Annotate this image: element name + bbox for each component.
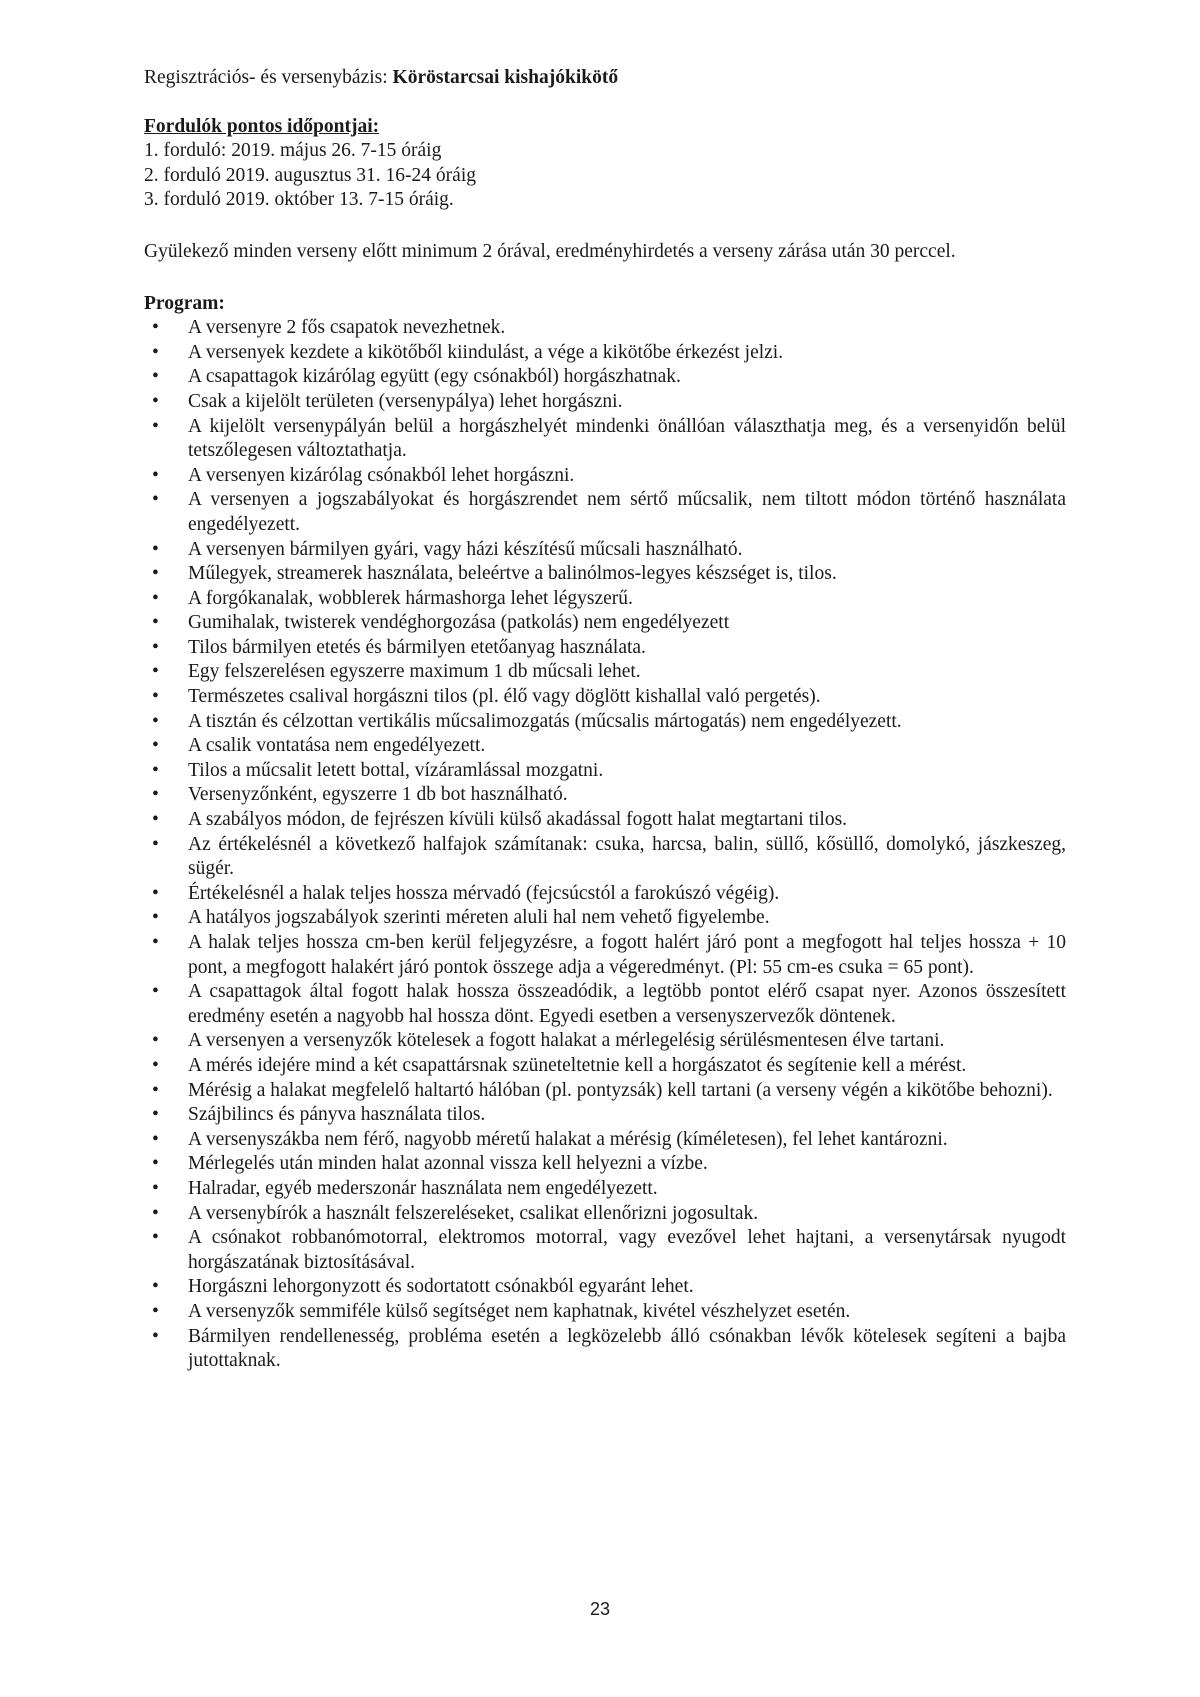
program-rule-item xyxy=(144,734,1066,759)
program-rule-item xyxy=(144,980,1066,1029)
rule-text: A tisztán és célzottan vertikális műcsalimozgatás (műcsalis mártogatás) nem engedélyezett. xyxy=(188,710,902,732)
rule-text: A versenyen a jogszabályokat és horgászrendet nem sértő műcsalik, nem tiltott módon történő használata engedélyezett. xyxy=(188,489,1066,535)
program-rule-item xyxy=(144,1177,1066,1202)
program-rule-item xyxy=(144,1226,1066,1275)
bullet-icon: • xyxy=(152,809,159,831)
bullet-icon: • xyxy=(152,932,159,953)
rounds-title: Fordulók pontos időpontjai: xyxy=(144,115,380,137)
program-rule-item xyxy=(144,316,1066,341)
rule-text: A csalik vontatása nem engedélyezett. xyxy=(188,735,486,757)
bullet-icon: • xyxy=(152,1153,159,1175)
bullet-icon: • xyxy=(152,1030,159,1052)
bullet-icon: • xyxy=(152,1054,159,1076)
rule-text: Versenyzőnként, egyszerre 1 db bot használható. xyxy=(188,784,568,806)
rule-text: Horgászni lehorgonyzott és sodortatott csónakból egyaránt lehet. xyxy=(188,1276,694,1298)
bullet-icon: • xyxy=(152,686,159,708)
program-rule-item xyxy=(144,1300,1066,1325)
bullet-icon: • xyxy=(152,661,159,683)
rule-text: Szájbilincs és pányva használata tilos. xyxy=(188,1104,486,1126)
rule-text: A szabályos módon, de fejrészen kívüli külső akadással fogott halat megtartani tilos. xyxy=(188,809,848,831)
program-rule-item xyxy=(144,882,1066,907)
program-rule-item xyxy=(144,906,1066,931)
bullet-icon: • xyxy=(152,464,159,486)
program-rule-item xyxy=(144,1079,1066,1104)
bullet-icon: • xyxy=(152,1276,159,1298)
rule-text: A versenyre 2 fős csapatok nevezhetnek. xyxy=(188,317,506,339)
program-rule-item xyxy=(144,1202,1066,1227)
program-rule-item xyxy=(144,464,1066,489)
bullet-icon: • xyxy=(152,759,159,781)
rule-text: Gumihalak, twisterek vendéghorgozása (patkolás) nem engedélyezett xyxy=(188,612,730,634)
program-rule-item xyxy=(144,341,1066,366)
program-title: Program: xyxy=(144,292,225,314)
program-rules-list xyxy=(144,316,1066,1374)
rule-text: Bármilyen rendellenesség, probléma esetén a legközelebb álló csónakban lévők kötelesek segíteni a bajba jutottaknak. xyxy=(188,1325,1066,1372)
bullet-icon: • xyxy=(152,538,159,560)
bullet-icon: • xyxy=(152,563,159,585)
program-rule-item xyxy=(144,1152,1066,1177)
rule-text: Mérlegelés után minden halat azonnal vissza kell helyezni a vízbe. xyxy=(188,1153,708,1175)
rule-text: A csapattagok által fogott halak hossza összeadódik, a legtöbb pontot elérő csapat nyer. Azonos összesített eredmény esetén a nagyobb hal hossza dönt. Egyedi esetben a versenyszervezők döntenek. xyxy=(188,981,1066,1027)
rule-text: Az értékelésnél a következő halfajok számítanak: csuka, harcsa, balin, süllő, kősüllő, domolykó, jászkeszeg, sügér. xyxy=(188,833,1066,880)
program-rule-item xyxy=(144,660,1066,685)
document-body xyxy=(144,66,1066,1374)
program-rule-item xyxy=(144,538,1066,563)
program-rule-item xyxy=(144,636,1066,661)
program-rule-item xyxy=(144,1054,1066,1079)
bullet-icon: • xyxy=(152,587,159,609)
registration-line xyxy=(144,66,1066,91)
registration-value: Köröstarcsai kishajókikötő xyxy=(392,67,619,88)
program-rule-item xyxy=(144,1029,1066,1054)
bullet-icon: • xyxy=(152,415,159,437)
rule-text: Halradar, egyéb mederszonár használata nem engedélyezett. xyxy=(188,1177,658,1199)
bullet-icon: • xyxy=(152,1300,159,1322)
registration-label: Regisztrációs- és versenybázis: xyxy=(144,67,393,88)
program-rule-item xyxy=(144,415,1066,464)
bullet-icon: • xyxy=(152,833,159,855)
bullet-icon: • xyxy=(152,341,159,363)
bullet-icon: • xyxy=(152,489,159,511)
round-item: 1. forduló: 2019. május 26. 7-15 óráig xyxy=(144,140,442,162)
rule-text: Tilos a műcsalit letett bottal, vízáramlással mozgatni. xyxy=(188,759,604,781)
bullet-icon: • xyxy=(152,636,159,658)
bullet-icon: • xyxy=(152,317,159,339)
rule-text: Tilos bármilyen etetés és bármilyen etetőanyag használata. xyxy=(188,636,646,658)
program-rule-item xyxy=(144,808,1066,833)
program-rule-item xyxy=(144,759,1066,784)
program-rule-item xyxy=(144,931,1066,980)
rule-text: A versenyen kizárólag csónakból lehet horgászni. xyxy=(188,464,575,486)
rule-text: A versenyek kezdete a kikötőből kiindulást, a vége a kikötőbe érkezést jelzi. xyxy=(188,341,784,363)
rule-text: A versenyszákba nem férő, nagyobb méretű halakat a mérésig (kíméletesen), fel lehet kantározni. xyxy=(188,1128,948,1150)
rule-text: A halak teljes hossza cm-ben kerül feljegyzésre, a fogott halért járó pont a megfogott hal teljes hossza + 10 pont, a megfogott halakért járó pontok összege adja a végeredményt. (Pl: 55 cm-es csuka = 65 pont). xyxy=(188,932,1066,978)
bullet-icon: • xyxy=(152,1128,159,1150)
program-rule-item xyxy=(144,1275,1066,1300)
program-rule-item xyxy=(144,833,1066,882)
rule-text: A csónakot robbanómotorral, elektromos motorral, vagy evezővel lehet hajtani, a versenytársak nyugodt horgászatának biztosításával. xyxy=(188,1227,1066,1273)
rule-text: Értékelésnél a halak teljes hossza mérvadó (fejcsúcstól a farokúszó végéig). xyxy=(188,882,780,904)
program-rule-item xyxy=(144,611,1066,636)
gathering-paragraph: Gyülekező minden verseny előtt minimum 2 órával, eredményhirdetés a verseny zárása után 30 perccel. xyxy=(144,240,956,262)
bullet-icon: • xyxy=(152,784,159,806)
rule-text: Műlegyek, streamerek használata, beleértve a balinólmos-legyes készséget is, tilos. xyxy=(188,563,837,585)
bullet-icon: • xyxy=(152,907,159,929)
rule-text: A versenyen a versenyzők kötelesek a fogott halakat a mérlegelésig sérülésmentesen élve tartani. xyxy=(188,1030,945,1052)
rule-text: A versenyzők semmiféle külső segítséget nem kaphatnak, kivétel vészhelyzet esetén. xyxy=(188,1300,851,1322)
bullet-icon: • xyxy=(152,1227,159,1249)
rule-text: A hatályos jogszabályok szerinti méreten aluli hal nem vehető figyelembe. xyxy=(188,907,770,929)
rounds-list xyxy=(144,139,1066,213)
program-rule-item xyxy=(144,562,1066,587)
bullet-icon: • xyxy=(152,735,159,757)
bullet-icon: • xyxy=(152,1202,159,1224)
rule-text: Mérésig a halakat megfelelő haltartó hálóban (pl. pontyzsák) kell tartani (a verseny végén a kikötőbe behozni). xyxy=(188,1079,1053,1101)
program-rule-item xyxy=(144,1103,1066,1128)
bullet-icon: • xyxy=(152,981,159,1003)
bullet-icon: • xyxy=(152,1079,159,1101)
program-rule-item xyxy=(144,390,1066,415)
bullet-icon: • xyxy=(152,366,159,388)
program-rule-item xyxy=(144,783,1066,808)
round-item: 2. forduló 2019. augusztus 31. 16-24 óráig xyxy=(144,164,476,186)
rule-text: A forgókanalak, wobblerek hármashorga lehet légyszerű. xyxy=(188,587,633,609)
bullet-icon: • xyxy=(152,390,159,412)
program-rule-item xyxy=(144,710,1066,735)
round-item: 3. forduló 2019. október 13. 7-15 óráig. xyxy=(144,189,454,211)
bullet-icon: • xyxy=(152,1325,159,1347)
rule-text: A kijelölt versenypályán belül a horgászhelyét mindenki önállóan választhatja meg, és a versenyidőn belül tetszőlegesen változtathatja. xyxy=(188,415,1066,462)
rule-text: A versenybírók a használt felszereléseket, csalikat ellenőrizni jogosultak. xyxy=(188,1202,759,1224)
bullet-icon: • xyxy=(152,882,159,904)
program-rule-item xyxy=(144,1325,1066,1374)
program-rule-item xyxy=(144,1128,1066,1153)
rule-text: Csak a kijelölt területen (versenypálya) lehet horgászni. xyxy=(188,390,623,412)
program-rule-item xyxy=(144,365,1066,390)
rule-text: A mérés idejére mind a két csapattársnak szüneteltetnie kell a horgászatot és segítenie kell a mérést. xyxy=(188,1054,967,1076)
rule-text: Természetes csalival horgászni tilos (pl. élő vagy döglött kishallal való pergetés). xyxy=(188,686,821,708)
page-number: 23 xyxy=(589,1599,611,1619)
bullet-icon: • xyxy=(152,1177,159,1199)
rule-text: A versenyen bármilyen gyári, vagy házi készítésű műcsali használható. xyxy=(188,538,743,560)
bullet-icon: • xyxy=(152,612,159,634)
rule-text: Egy felszerelésen egyszerre maximum 1 db műcsali lehet. xyxy=(188,661,641,683)
program-rule-item xyxy=(144,587,1066,612)
bullet-icon: • xyxy=(152,710,159,732)
program-rule-item xyxy=(144,685,1066,710)
rule-text: A csapattagok kizárólag együtt (egy csónakból) horgászhatnak. xyxy=(188,366,681,388)
program-rule-item xyxy=(144,488,1066,537)
bullet-icon: • xyxy=(152,1104,159,1126)
